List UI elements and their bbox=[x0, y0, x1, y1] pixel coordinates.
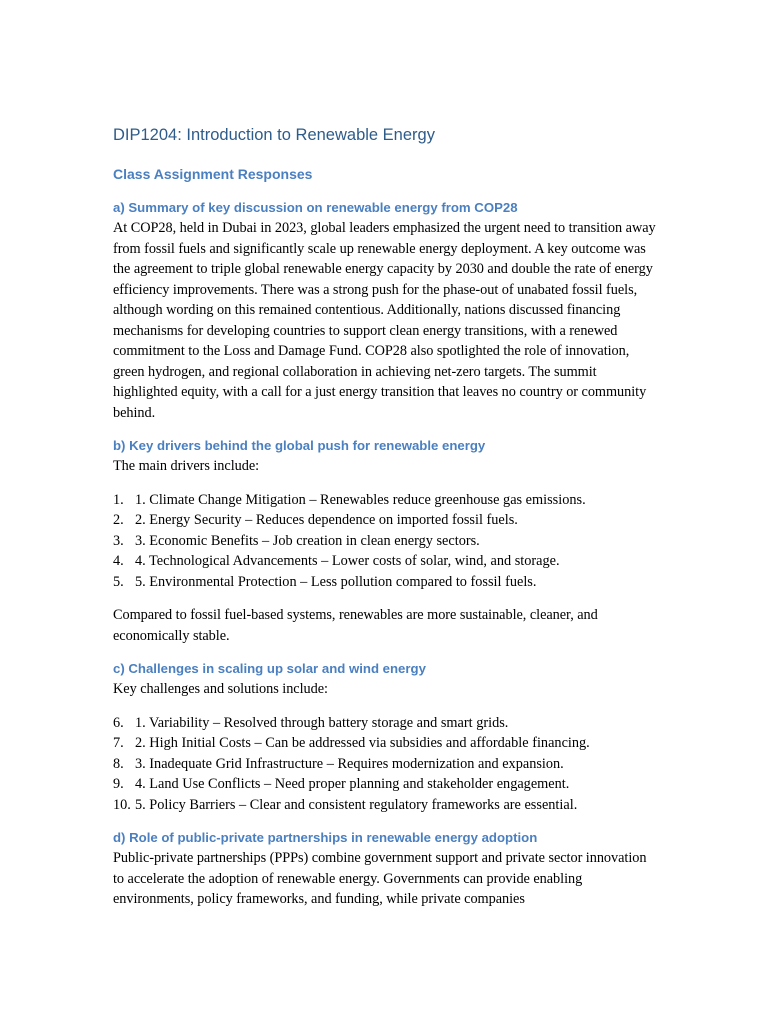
list-item-text: 5. Policy Barriers – Clear and consistent regulatory frameworks are essential. bbox=[135, 796, 578, 813]
list-item-text: 2. Energy Security – Reduces dependence on imported fossil fuels. bbox=[135, 512, 518, 528]
list-item bbox=[113, 531, 658, 552]
section-b-heading: b) Key drivers behind the global push for renewable energy bbox=[113, 438, 486, 453]
list-item-number: 9. bbox=[113, 776, 124, 792]
section-c-list bbox=[113, 713, 658, 816]
list-item-text: 3. Inadequate Grid Infrastructure – Requires modernization and expansion. bbox=[135, 755, 564, 772]
section-b-list bbox=[113, 490, 658, 593]
section-d-heading: d) Role of public-private partnerships in renewable energy adoption bbox=[113, 830, 538, 845]
list-item-text: 5. Environmental Protection – Less pollution compared to fossil fuels. bbox=[135, 573, 537, 590]
list-item bbox=[113, 572, 658, 593]
list-item-number: 10. bbox=[113, 796, 131, 813]
list-item bbox=[113, 774, 658, 795]
list-item-number: 1. bbox=[113, 491, 124, 508]
list-item bbox=[113, 754, 658, 775]
list-item bbox=[113, 795, 658, 816]
section-c-heading: c) Challenges in scaling up solar and wind energy bbox=[113, 661, 426, 676]
list-item-text: 4. Technological Advancements – Lower costs of solar, wind, and storage. bbox=[135, 553, 560, 569]
document-content bbox=[113, 124, 658, 923]
list-item-number: 8. bbox=[113, 755, 124, 772]
section-b-intro: The main drivers include: bbox=[113, 458, 260, 474]
list-item bbox=[113, 510, 658, 531]
section-b-closing: Compared to fossil fuel-based systems, renewables are more sustainable, cleaner, and economically stable. bbox=[113, 607, 598, 644]
list-item-text: 1. Climate Change Mitigation – Renewables reduce greenhouse gas emissions. bbox=[135, 491, 586, 508]
document-subtitle: Class Assignment Responses bbox=[113, 166, 313, 182]
list-item-number: 4. bbox=[113, 553, 124, 569]
list-item-number: 7. bbox=[113, 735, 124, 751]
section-c-intro: Key challenges and solutions include: bbox=[113, 681, 328, 697]
list-item-number: 2. bbox=[113, 512, 124, 528]
section-d-body: Public-private partnerships (PPPs) combine government support and private sector innovation to accelerate the adoption of renewable energy. Governments can provide enabling environments, policy frameworks, and funding, while private companies bbox=[113, 850, 647, 907]
section-a-heading: a) Summary of key discussion on renewable energy from COP28 bbox=[113, 200, 518, 215]
list-item-number: 5. bbox=[113, 573, 124, 590]
list-item bbox=[113, 713, 658, 734]
list-item-number: 3. bbox=[113, 532, 124, 549]
section-a-body: At COP28, held in Dubai in 2023, global leaders emphasized the urgent need to transition away from fossil fuels and significantly scale up renewable energy deployment. A key outcome was the agreement to triple global renewable energy capacity by 2030 and double the rate of energy efficiency improvements. There was a strong push for the phase-out of unabated fossil fuels, although wording on this remained contentious. Additionally, nations discussed financing mechanisms for developing countries to support clean energy transitions, with a renewed commitment to the Loss and Damage Fund. COP28 also spotlighted the role of innovation, green hydrogen, and regional collaboration in achieving net-zero targets. The summit highlighted equity, with a call for a just energy transition that leaves no country or community behind. bbox=[113, 220, 656, 421]
list-item-text: 4. Land Use Conflicts – Need proper planning and stakeholder engagement. bbox=[135, 776, 570, 792]
list-item-text: 3. Economic Benefits – Job creation in clean energy sectors. bbox=[135, 532, 480, 549]
list-item-text: 2. High Initial Costs – Can be addressed via subsidies and affordable financing. bbox=[135, 735, 590, 751]
list-item bbox=[113, 733, 658, 754]
list-item bbox=[113, 490, 658, 511]
list-item bbox=[113, 551, 658, 572]
list-item-text: 1. Variability – Resolved through battery storage and smart grids. bbox=[135, 714, 509, 731]
list-item-number: 6. bbox=[113, 714, 124, 731]
document-title: DIP1204: Introduction to Renewable Energy bbox=[113, 126, 435, 144]
